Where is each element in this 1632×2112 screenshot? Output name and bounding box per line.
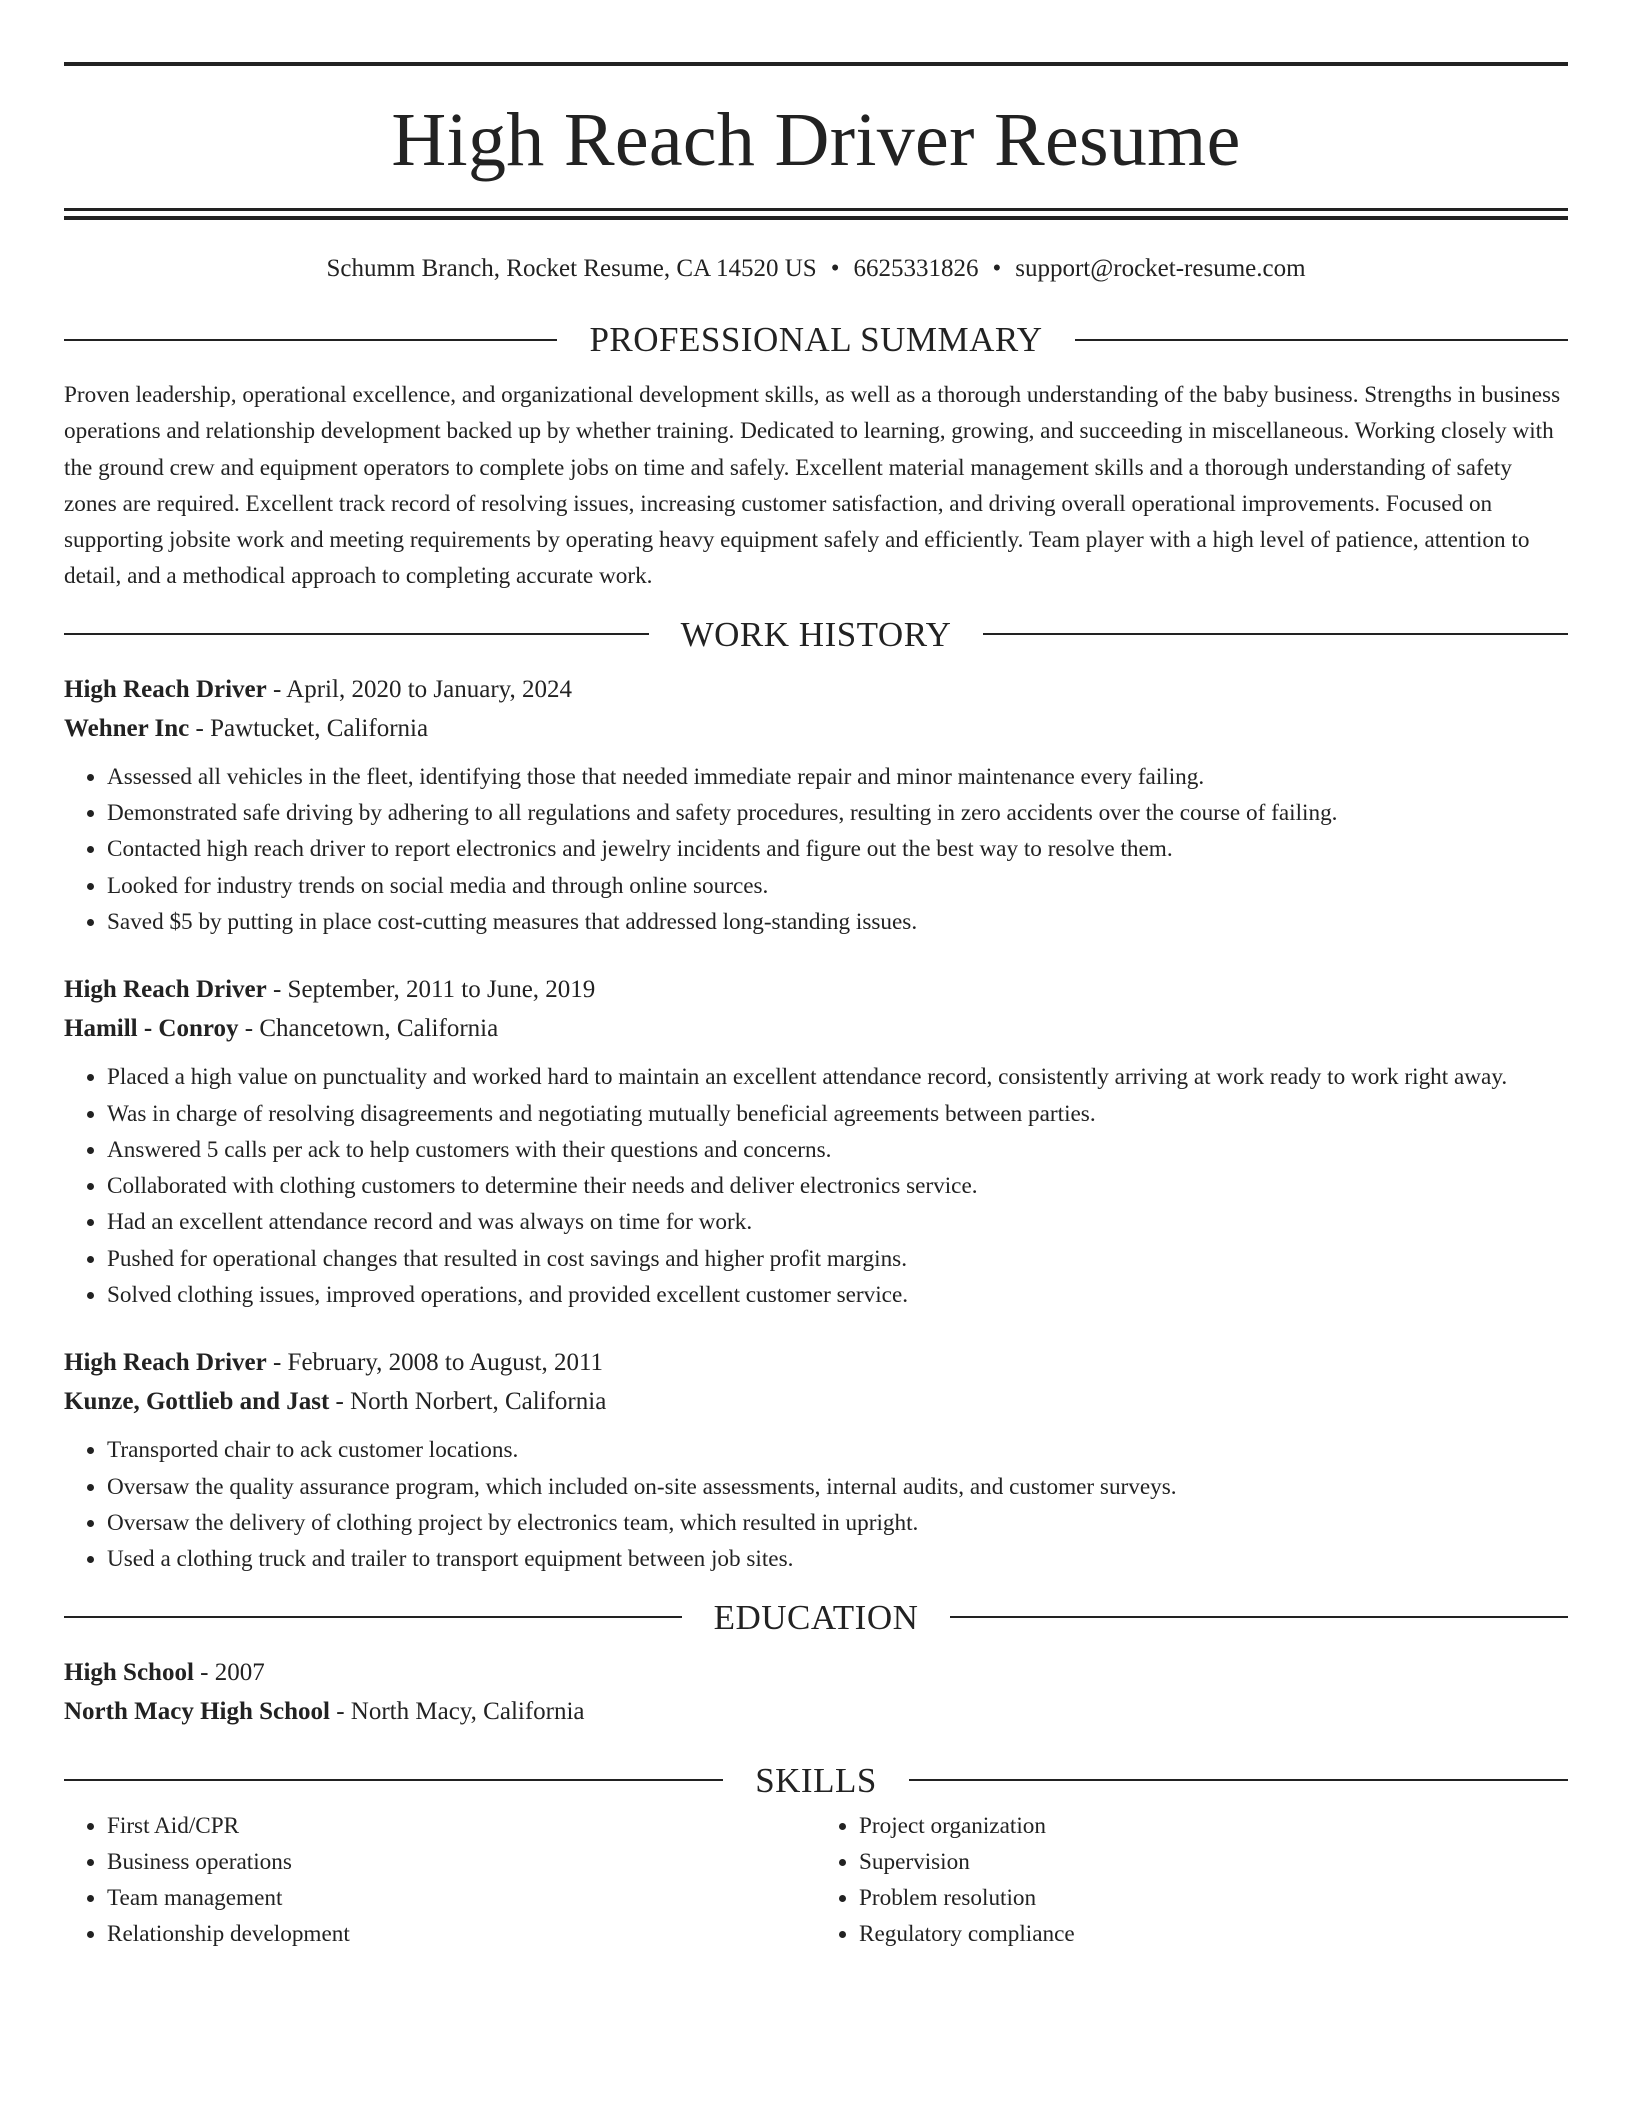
list-item: • Assessed all vehicles in the fleet, identifying those that needed immediate repair and minor maintenance every failing. <box>107 759 1568 795</box>
job-company-line <box>64 1382 1568 1421</box>
education-entry <box>64 1653 1568 1731</box>
section-title: EDUCATION <box>713 1597 919 1637</box>
job-title-line <box>64 1343 1568 1382</box>
education-school: North Macy High School <box>64 1697 330 1725</box>
contact-separator: • <box>992 255 1002 282</box>
list-item: • Used a clothing truck and trailer to transport equipment between job sites. <box>107 1541 1568 1577</box>
contact-separator: • <box>830 255 840 282</box>
list-item: • Placed a high value on punctuality and worked hard to maintain an excellent attendance record, consistently arriving at work ready to work right away. <box>107 1059 1568 1095</box>
section-heading-education <box>64 1597 1568 1637</box>
heading-rule-right <box>909 1779 1568 1781</box>
skills-column-right <box>816 1808 1568 1952</box>
section-title: SKILLS <box>755 1760 877 1800</box>
list-item: • Solved clothing issues, improved operations, and provided excellent customer service. <box>107 1277 1568 1313</box>
job-company-line <box>64 709 1568 748</box>
job-title: High Reach Driver <box>64 1349 267 1377</box>
section-heading-work-history <box>64 614 1568 654</box>
list-item: • Relationship development <box>107 1916 816 1952</box>
job-company: Kunze, Gottlieb and Jast <box>64 1388 330 1416</box>
skills-list <box>64 1808 1568 1952</box>
list-item: • Demonstrated safe driving by adhering to all regulations and safety procedures, resulting in zero accidents over the course of failing. <box>107 795 1568 831</box>
contact-email: support@rocket-resume.com <box>1015 255 1306 282</box>
list-item: • Oversaw the delivery of clothing project by electronics team, which resulted in upright. <box>107 1505 1568 1541</box>
heading-rule-left <box>64 633 649 635</box>
job-bullets <box>64 759 1568 940</box>
list-item: • Had an excellent attendance record and was always on time for work. <box>107 1204 1568 1240</box>
heading-rule-right <box>1075 339 1568 341</box>
job-entry <box>64 670 1568 940</box>
skills-column-left <box>64 1808 816 1952</box>
job-company: Wehner Inc <box>64 714 190 742</box>
job-title-line <box>64 970 1568 1009</box>
list-item: • Transported chair to ack customer locations. <box>107 1432 1568 1468</box>
job-dates: - February, 2008 to August, 2011 <box>266 1349 604 1377</box>
resume-title: High Reach Driver Resume <box>391 98 1241 182</box>
education-degree: High School <box>64 1658 194 1686</box>
heading-rule-left <box>64 339 557 341</box>
section-heading-summary <box>64 322 1568 357</box>
job-dates: - April, 2020 to January, 2024 <box>266 675 573 703</box>
job-dates: - September, 2011 to June, 2019 <box>266 976 596 1004</box>
job-entry <box>64 970 1568 1313</box>
heading-rule-left <box>64 1616 682 1618</box>
job-location: - Pawtucket, California <box>189 714 429 742</box>
education-year: - 2007 <box>193 1658 265 1686</box>
job-company-line <box>64 1009 1568 1048</box>
section-title: PROFESSIONAL SUMMARY <box>589 320 1043 359</box>
list-item: • Collaborated with clothing customers to determine their needs and deliver electronics service. <box>107 1168 1568 1204</box>
job-title: High Reach Driver <box>64 976 267 1004</box>
education-school-line <box>64 1692 1568 1731</box>
list-item: • Business operations <box>107 1844 816 1880</box>
heading-rule-left <box>64 1779 723 1781</box>
job-title-line <box>64 670 1568 709</box>
education-location: - North Macy, California <box>329 1697 585 1725</box>
list-item: • Supervision <box>859 1844 1568 1880</box>
job-entry <box>64 1343 1568 1577</box>
heading-rule-right <box>983 633 1568 635</box>
job-location: - North Norbert, California <box>329 1388 607 1416</box>
education-degree-line <box>64 1653 1568 1692</box>
list-item: • Saved $5 by putting in place cost-cutting measures that addressed long-standing issues. <box>107 904 1568 940</box>
list-item: • Project organization <box>859 1808 1568 1844</box>
job-title: High Reach Driver <box>64 675 267 703</box>
list-item: • Problem resolution <box>859 1880 1568 1916</box>
list-item: • Contacted high reach driver to report electronics and jewelry incidents and figure out the best way to resolve them. <box>107 831 1568 867</box>
job-company: Hamill - Conroy <box>64 1015 239 1043</box>
list-item: • Answered 5 calls per ack to help customers with their questions and concerns. <box>107 1132 1568 1168</box>
summary-text: Proven leadership, operational excellence, and organizational development skills, as well as a thorough understanding of the baby business. Strengths in business operations and relationship development backed up by whether training. Dedicated to learning, growing, and succeeding in miscellaneous. Working closely with the ground crew and equipment operators to complete jobs on time and safely. Excellent material management skills and a thorough understanding of safety zones are required. Excellent track record of resolving issues, increasing customer satisfaction, and driving overall operational improvements. Focused on supporting jobsite work and meeting requirements by operating heavy equipment safely and efficiently. Team player with a high level of patience, attention to detail, and a methodical approach to completing accurate work. <box>64 382 1561 590</box>
contact-line <box>64 254 1568 284</box>
section-heading-skills <box>64 1760 1568 1800</box>
list-item: • Team management <box>107 1880 816 1916</box>
contact-phone: 6625331826 <box>853 255 979 282</box>
contact-address: Schumm Branch, Rocket Resume, CA 14520 US <box>326 255 817 282</box>
list-item: • Oversaw the quality assurance program, which included on-site assessments, internal audits, and customer surveys. <box>107 1469 1568 1505</box>
list-item: • First Aid/CPR <box>107 1808 816 1844</box>
list-item: • Regulatory compliance <box>859 1916 1568 1952</box>
top-rule <box>64 62 1568 66</box>
job-bullets <box>64 1059 1568 1313</box>
list-item: • Looked for industry trends on social media and through online sources. <box>107 868 1568 904</box>
list-item: • Was in charge of resolving disagreements and negotiating mutually beneficial agreements between parties. <box>107 1096 1568 1132</box>
title-double-rule <box>64 208 1568 220</box>
list-item: • Pushed for operational changes that resulted in cost savings and higher profit margins. <box>107 1241 1568 1277</box>
section-title: WORK HISTORY <box>680 614 952 654</box>
job-bullets <box>64 1432 1568 1577</box>
heading-rule-right <box>950 1616 1568 1618</box>
job-location: - Chancetown, California <box>238 1015 499 1043</box>
